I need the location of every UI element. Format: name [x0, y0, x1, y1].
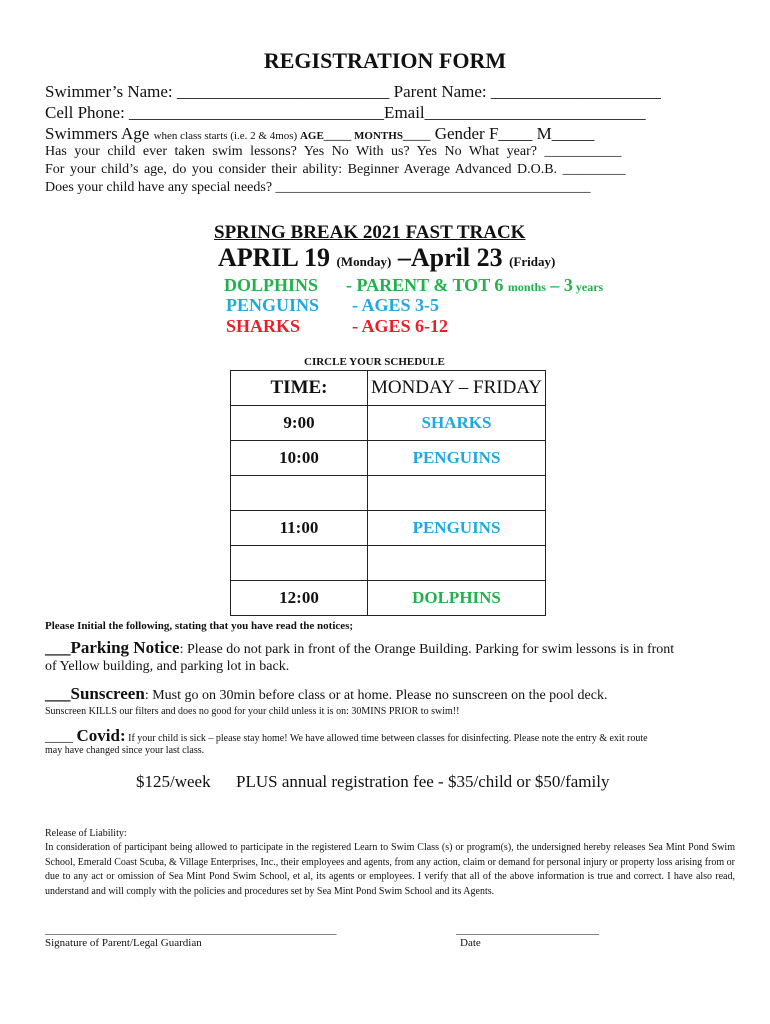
parking-label[interactable]: ___Parking Notice — [45, 638, 180, 657]
schedule-time — [231, 476, 368, 511]
covid-notice[interactable] — [45, 726, 648, 746]
day-start: (Monday) — [336, 254, 392, 269]
parking-notice[interactable] — [45, 638, 674, 658]
day-end: (Friday) — [509, 254, 556, 269]
parking-text: : Please do not park in front of the Orange Building. Parking for swim lessons is in front — [179, 642, 675, 657]
schedule-class[interactable]: PENGUINS — [368, 511, 546, 546]
schedule-time[interactable]: 10:00 — [231, 441, 368, 476]
group-age-dolphins: - PARENT & TOT 6 months – 3 years — [346, 275, 604, 295]
schedule-row[interactable] — [231, 441, 546, 476]
swimmer-age-line[interactable] — [45, 124, 594, 144]
group-name-penguins: PENGUINS — [226, 295, 320, 315]
schedule-table — [230, 370, 546, 616]
program-dates — [218, 243, 555, 273]
covid-blank[interactable]: ____ — [45, 730, 77, 745]
schedule-row — [231, 476, 546, 511]
lessons-question[interactable]: Has your child ever taken swim lessons? Yes No With us? Yes No What year? ___________ — [45, 144, 622, 159]
schedule-header-row — [231, 371, 546, 406]
schedule-class[interactable]: PENGUINS — [368, 441, 546, 476]
sunscreen-text: : Must go on 30min before class or at home. Please no sunscreen on the pool deck. — [144, 688, 608, 703]
header-days: MONDAY – FRIDAY — [368, 371, 546, 406]
schedule-time[interactable]: 11:00 — [231, 511, 368, 546]
notice-instruction: Please Initial the following, stating that you have read the notices; — [45, 620, 354, 632]
cell-phone-field[interactable]: Cell Phone: ______________________________Email__________________________ — [45, 103, 646, 122]
age-hint: when class starts (i.e. 2 & 4mos) — [153, 130, 300, 142]
group-age-penguins: - AGES 3-5 — [352, 295, 440, 315]
group-name-dolphins: DOLPHINS — [224, 275, 319, 295]
release-heading: Release of Liability: — [45, 828, 127, 839]
special-needs-question[interactable]: Does your child have any special needs? _____________________________________________ — [45, 180, 591, 195]
ability-question[interactable]: For your child’s age, do you consider their ability: Beginner Average Advanced D.O.B. _________ — [45, 162, 626, 177]
weekly-fee: $125/week — [136, 772, 211, 791]
date-start: APRIL 19 — [218, 243, 330, 272]
age-months-field[interactable]: AGE_____ MONTHS_____ — [299, 130, 431, 142]
schedule-row[interactable] — [231, 406, 546, 441]
date-line[interactable]: __________________________ — [456, 924, 599, 936]
schedule-class[interactable]: DOLPHINS — [368, 581, 546, 616]
group-age-sharks: - AGES 6-12 — [352, 316, 449, 336]
covid-text: If your child is sick – please stay home! We have allowed time between classes for disinfecting. Please note the entry & exit route — [125, 733, 648, 744]
date-label: Date — [460, 937, 481, 949]
parking-text-2: of Yellow building, and parking lot in back. — [45, 659, 290, 674]
schedule-row[interactable] — [231, 511, 546, 546]
covid-text-2: may have changed since your last class. — [45, 745, 205, 756]
registration-fee: PLUS annual registration fee - $35/child or $50/family — [236, 772, 610, 791]
age-label: Swimmers Age — [45, 124, 154, 143]
signature-label: Signature of Parent/Legal Guardian — [45, 937, 202, 949]
schedule-time[interactable]: 9:00 — [231, 406, 368, 441]
schedule-class — [368, 546, 546, 581]
schedule-time[interactable]: 12:00 — [231, 581, 368, 616]
signature-line[interactable]: _____________________________________________________ — [45, 924, 337, 936]
sunscreen-note: Sunscreen KILLS our filters and does no good for your child unless it is on: 30MINS PRIOR to swim!! — [45, 706, 460, 717]
release-body: In consideration of participant being allowed to participate in the registered Learn to Swim Class (s) or program(s), the undersigned hereby releases Sea Mint Pond Swim School, Emerald Coast Scuba, & Village Enterprises, Inc., their employees and agents, from any action, claim or demand for personal injury or property loss arising from or due to any act or omission of Sea Mint Pond Swim School, et al, its agents or employees. I verify that all of the above information is true and correct. I have also read, understand and will comply with the policies and procedures set by Sea Mint Pond Swim School and its Agents. — [45, 842, 735, 897]
sunscreen-notice[interactable] — [45, 684, 608, 704]
schedule-time — [231, 546, 368, 581]
group-name-sharks: SHARKS — [226, 316, 301, 336]
schedule-caption: CIRCLE YOUR SCHEDULE — [304, 356, 445, 368]
schedule-class[interactable]: SHARKS — [368, 406, 546, 441]
program-heading: SPRING BREAK 2021 FAST TRACK — [214, 222, 526, 243]
header-time: TIME: — [231, 371, 368, 406]
covid-label: Covid: — [76, 726, 126, 745]
form-title: REGISTRATION FORM — [263, 48, 507, 73]
schedule-row — [231, 546, 546, 581]
sunscreen-label[interactable]: ___Sunscreen — [45, 684, 145, 703]
swimmer-name-field[interactable]: Swimmer’s Name: _________________________ Parent Name: ____________________ — [45, 82, 661, 101]
date-end: –April 23 — [397, 243, 503, 272]
gender-field[interactable]: Gender F____ M_____ — [430, 124, 595, 143]
schedule-row[interactable] — [231, 581, 546, 616]
schedule-class — [368, 476, 546, 511]
